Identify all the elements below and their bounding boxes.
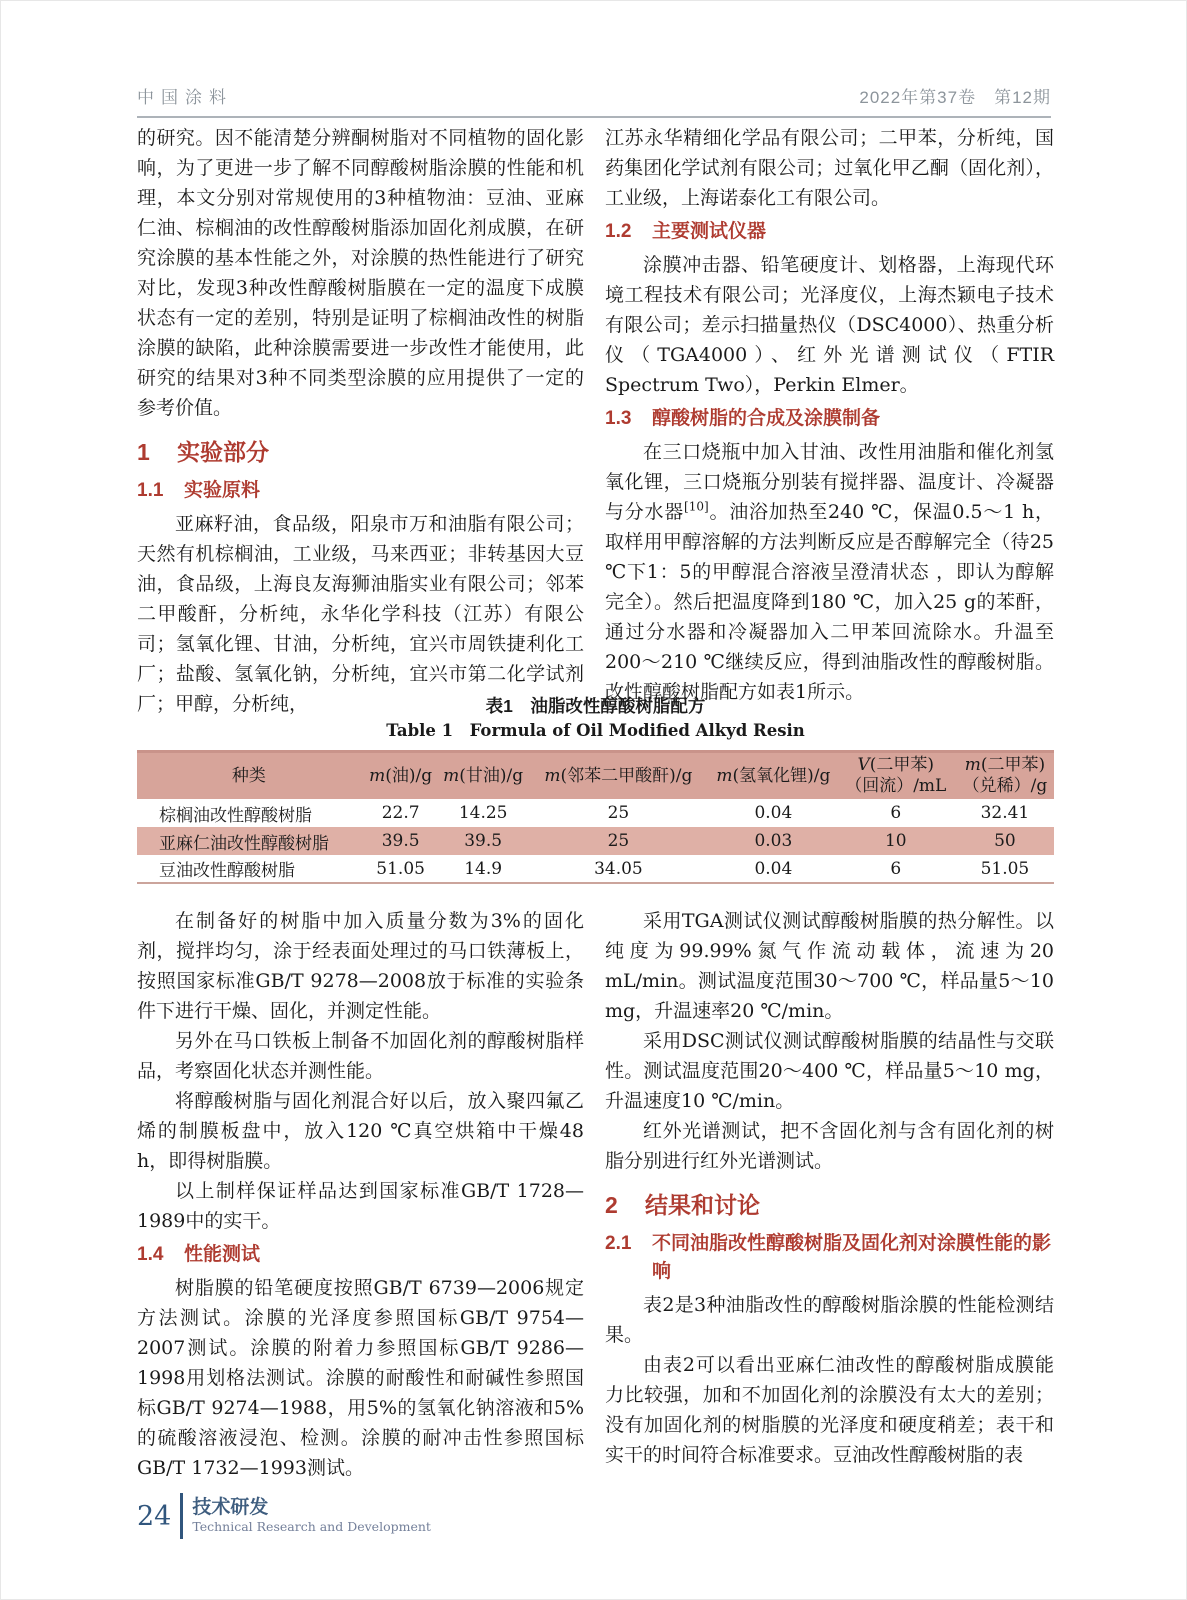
section-2-1-heading: 2.1 不同油脂改性醇酸树脂及固化剂对涂膜性能的影响 bbox=[605, 1233, 1052, 1282]
section-1-4-heading: 1.4 性能测试 bbox=[137, 1244, 261, 1265]
footer-section-cn: 技术研发 bbox=[192, 1497, 269, 1518]
formula-table bbox=[137, 750, 1054, 884]
paragraph: 采用DSC测试仪测试醇酸树脂膜的结晶性与交联性。测试温度范围20～400 ℃，样品量5～10 mg，升温速度10 ℃/min。 bbox=[605, 1030, 1054, 1112]
paragraph: 江苏永华精细化学品有限公司；二甲苯，分析纯，国药集团化学试剂有限公司；过氧化甲乙酮（固化剂），工业级，上海诺泰化工有限公司。 bbox=[605, 127, 1054, 209]
paragraph: 将醇酸树脂与固化剂混合好以后，放入聚四氟乙烯的制膜板盘中，放入120 ℃真空烘箱中干燥48 h，即得树脂膜。 bbox=[137, 1090, 584, 1172]
section-1-1-heading: 1.1 实验原料 bbox=[137, 480, 261, 501]
paragraph: 树脂膜的铅笔硬度按照GB/T 6739—2006规定方法测试。涂膜的光泽度参照国标GB/T 9754—2007测试。涂膜的附着力参照国标GB/T 9286—1998用划格法测试。涂膜的耐酸性和耐碱性参照国标GB/T 9274—1988，用5%的氢氧化钠溶液和5%的硫酸溶液浸泡、检测。涂膜的耐冲击性参照国标GB/T 1732—1993测试。 bbox=[137, 1277, 584, 1479]
issue-info: 2022年第37卷 第12期 bbox=[859, 88, 1051, 107]
col-header-type: 种类 bbox=[137, 752, 361, 800]
paragraph: 涂膜冲击器、铅笔硬度计、划格器，上海现代环境工程技术有限公司；光泽度仪，上海杰颖电子技术有限公司；差示扫描量热仪（DSC4000）、热重分析仪（TGA4000）、红外光谱测试仪（FTIR Spectrum Two），Perkin Elmer。 bbox=[605, 254, 1054, 396]
table-row: 亚麻仁油改性醇酸树脂 39.5 39.5 25 0.03 10 50 bbox=[137, 827, 1054, 855]
paragraph-with-citation: 在三口烧瓶中加入甘油、改性用油脂和催化剂氢氧化锂，三口烧瓶分别装有搅拌器、温度计、冷凝器与分水器[10]。油浴加热至240 ℃，保温0.5～1 h，取样用甲醇溶解的方法判断反应是否醇解完全（待25 ℃下1：5的甲醇混合溶液呈澄清状态 ，即认为醇解完全）。然后把温度降到180 ℃，加入25 g的苯酐，通过分水器和冷凝器加入二甲苯回流除水。升温至200～210 ℃继续反应，得到油脂改性的醇酸树脂。改性醇酸树脂配方如表1所示。 bbox=[605, 441, 1054, 703]
table-1-block bbox=[137, 693, 1054, 884]
col-header-oil: m(油)/g bbox=[361, 752, 441, 800]
paragraph: 采用TGA测试仪测试醇酸树脂膜的热分解性。以纯度为99.99%氮气作流动载体，流速为20 mL/min。测试温度范围30～700 ℃，样品量5～10 mg，升温速率20 ℃/min。 bbox=[605, 910, 1054, 1022]
left-column-top bbox=[137, 123, 584, 715]
table-header-row bbox=[137, 752, 1054, 800]
section-1-3-heading: 1.3 醇酸树脂的合成及涂膜制备 bbox=[605, 408, 881, 429]
running-head bbox=[137, 83, 1051, 118]
paragraph: 表2是3种油脂改性的醇酸树脂涂膜的性能检测结果。 bbox=[605, 1294, 1054, 1346]
page-footer bbox=[137, 1493, 431, 1539]
section-1-2-heading: 1.2 主要测试仪器 bbox=[605, 221, 767, 242]
paragraph: 的研究。因不能清楚分辨酮树脂对不同植物的固化影响，为了更进一步了解不同醇酸树脂涂膜的性能和机理，本文分别对常规使用的3种植物油：豆油、亚麻仁油、棕榈油的改性醇酸树脂添加固化剂成膜，在研究涂膜的基本性能之外，对涂膜的热性能进行了研究对比，发现3种改性醇酸树脂膜在一定的温度下成膜状态有一定的差别，特别是证明了棕榈油改性的树脂涂膜的缺陷，此种涂膜需要进一步改性才能使用，此研究的结果对3种不同类型涂膜的应用提供了一定的参考价值。 bbox=[137, 127, 584, 419]
col-header-lioh: m(氢氧化锂)/g bbox=[711, 752, 836, 800]
col-header-phthalic: m(邻苯二甲酸酐)/g bbox=[526, 752, 711, 800]
page-number: 24 bbox=[137, 1500, 172, 1532]
table-caption-cn: 表1 油脂改性醇酸树脂配方 bbox=[485, 696, 706, 716]
paragraph: 另外在马口铁板上制备不加固化剂的醇酸树脂样品，考察固化状态并测性能。 bbox=[137, 1030, 584, 1082]
paragraph: 以上制样保证样品达到国家标准GB/T 1728—1989中的实干。 bbox=[137, 1180, 584, 1232]
table-row: 豆油改性醇酸树脂 51.05 14.9 34.05 0.04 6 51.05 bbox=[159, 858, 1030, 881]
citation-ref: [10] bbox=[684, 499, 709, 514]
table-caption-en: Table 1 Formula of Oil Modified Alkyd Resin bbox=[386, 721, 805, 740]
col-header-glycerol: m(甘油)/g bbox=[441, 752, 526, 800]
footer-section-en: Technical Research and Development bbox=[192, 1519, 431, 1534]
footer-divider-bar bbox=[180, 1493, 183, 1539]
section-2-heading: 2 结果和讨论 bbox=[605, 1192, 760, 1218]
paragraph: 在制备好的树脂中加入质量分数为3%的固化剂，搅拌均匀，涂于经表面处理过的马口铁薄板上，按照国家标准GB/T 9278—2008放于标准的实验条件下进行干燥、固化，并测定性能。 bbox=[137, 910, 584, 1022]
paragraph: 由表2可以看出亚麻仁油改性的醇酸树脂成膜能力比较强，加和不加固化剂的涂膜没有太大的差别；没有加固化剂的树脂膜的光泽度和硬度稍差；表干和实干的时间符合标准要求。豆油改性醇酸树脂的表 bbox=[605, 1354, 1054, 1466]
table-row: 棕榈油改性醇酸树脂 22.7 14.25 25 0.04 6 32.41 bbox=[159, 803, 1030, 826]
paragraph: 亚麻籽油，食品级，阳泉市万和油脂有限公司；天然有机棕榈油，工业级，马来西亚；非转基因大豆油，食品级，上海良友海狮油脂实业有限公司；邻苯二甲酸酐，分析纯，永华化学科技（江苏）有限公司；氢氧化锂、甘油，分析纯，宜兴市周铁捷利化工厂；盐酸、氢氧化钠，分析纯，宜兴市第二化学试剂厂；甲醇，分析纯， bbox=[137, 513, 584, 715]
right-column-bottom bbox=[605, 906, 1054, 1466]
right-column-top bbox=[605, 123, 1054, 703]
section-1-heading: 1 实验部分 bbox=[137, 439, 269, 465]
left-column-bottom bbox=[137, 906, 584, 1479]
paragraph: 红外光谱测试，把不含固化剂与含有固化剂的树脂分别进行红外光谱测试。 bbox=[605, 1120, 1054, 1172]
journal-name: 中国涂料 bbox=[137, 88, 233, 107]
col-header-xylene-dilute: m(二甲苯) （兑稀）/g bbox=[956, 752, 1054, 800]
col-header-xylene-reflux: V(二甲苯) （回流）/mL bbox=[836, 752, 956, 800]
